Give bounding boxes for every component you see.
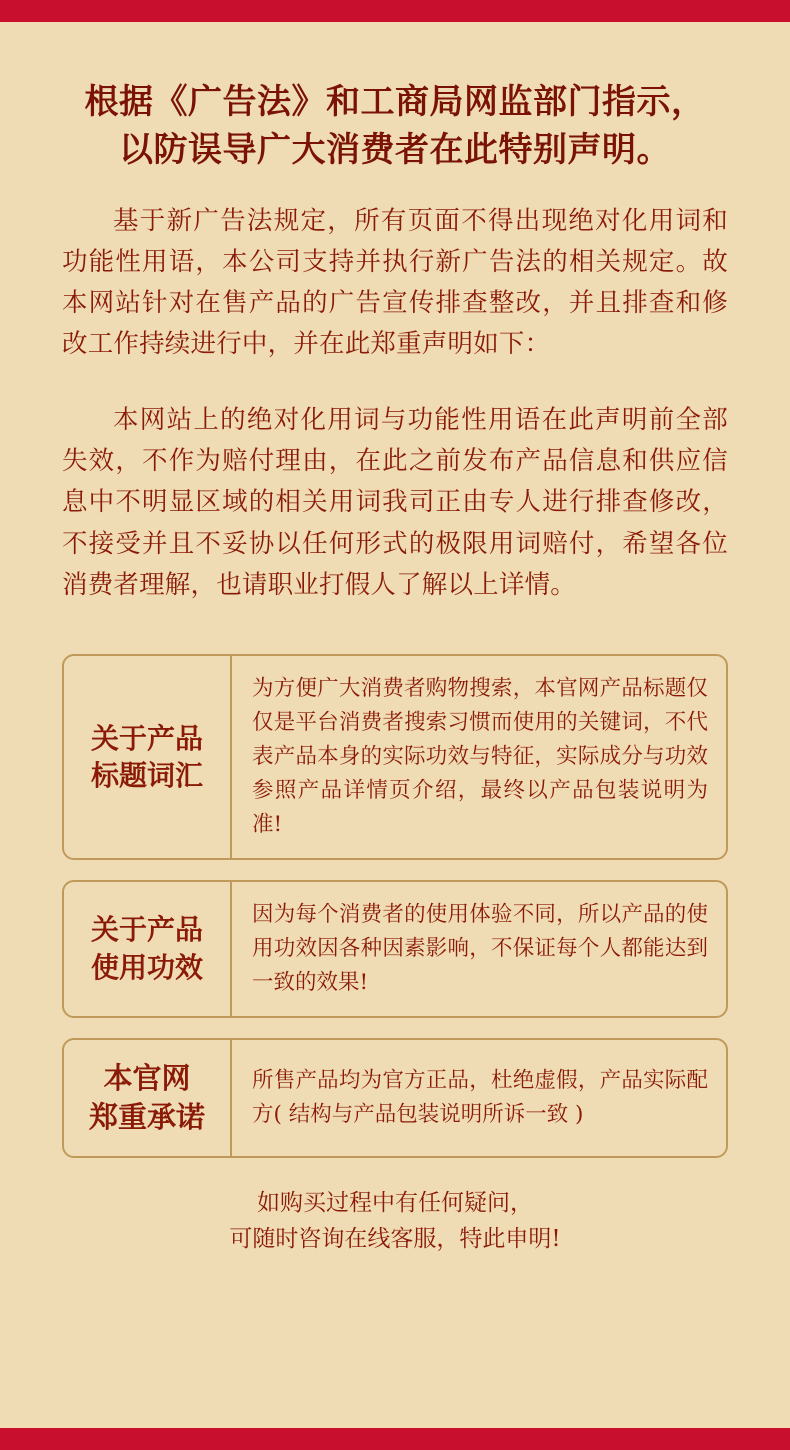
statement-card-list: [62, 654, 728, 1158]
paper-panel: [0, 22, 790, 1428]
card-label-line-2: 标题词汇: [90, 759, 203, 793]
statement-card-product-effect: [62, 880, 728, 1018]
top-red-band: [0, 0, 790, 22]
card-label-line-1: 关于产品: [90, 913, 203, 947]
footer-note: [62, 1186, 728, 1257]
card-label-product-effect: [64, 882, 232, 1016]
card-label-line-1: 关于产品: [90, 721, 203, 755]
card-label-promise: [64, 1040, 232, 1156]
card-body-product-effect: 因为每个消费者的使用体验不同，所以产品的使用功效因各种因素影响，不保证每个人都能达到一致的效果!: [252, 902, 708, 995]
bottom-red-band: [0, 1428, 790, 1450]
paragraph-two: 本网站上的绝对化用词与功能性用语在此声明前全部失效，不作为赔付理由，在此之前发布产品信息和供应信息中不明显区域的相关用词我司正由专人进行排查修改，不接受并且不妥协以任何形式的极限用词赔付，希望各位消费者理解，也请职业打假人了解以上详情。: [62, 404, 728, 600]
statement-card-promise: [62, 1038, 728, 1158]
page-title: [62, 78, 728, 175]
statement-card-product-title: [62, 654, 728, 860]
footer-line-2: 可随时咨询在线客服，特此申明!: [229, 1225, 561, 1252]
page-title-line-2: 以防误导广大消费者在此特别声明。: [119, 130, 671, 171]
card-label-product-title: [64, 656, 232, 858]
card-label-line-2: 郑重承诺: [88, 1099, 205, 1134]
page-title-line-1: 根据《广告法》和工商局网监部门指示，: [84, 82, 706, 122]
card-body-product-title: 为方便广大消费者购物搜索，本官网产品标题仅仅是平台消费者搜索习惯而使用的关键词，不代表产品本身的实际功效与特征，实际成分与功效参照产品详情页介绍，最终以产品包装说明为准!: [252, 676, 708, 838]
card-label-line-1: 本官网: [103, 1061, 191, 1096]
card-body-promise: 所售产品均为官方正品，杜绝虚假，产品实际配方( 结构与产品包装说明所诉一致 ): [252, 1067, 708, 1127]
card-label-line-2: 使用功效: [90, 951, 203, 984]
paragraph-one: 基于新广告法规定，所有页面不得出现绝对化用词和功能性用语，本公司支持并执行新广告法的相关规定。故本网站针对在售产品的广告宣传排查整改，并且排查和修改工作持续进行中，并在此郑重声明如下：: [62, 205, 728, 360]
footer-line-1: 如购买过程中有任何疑问，: [257, 1189, 533, 1216]
